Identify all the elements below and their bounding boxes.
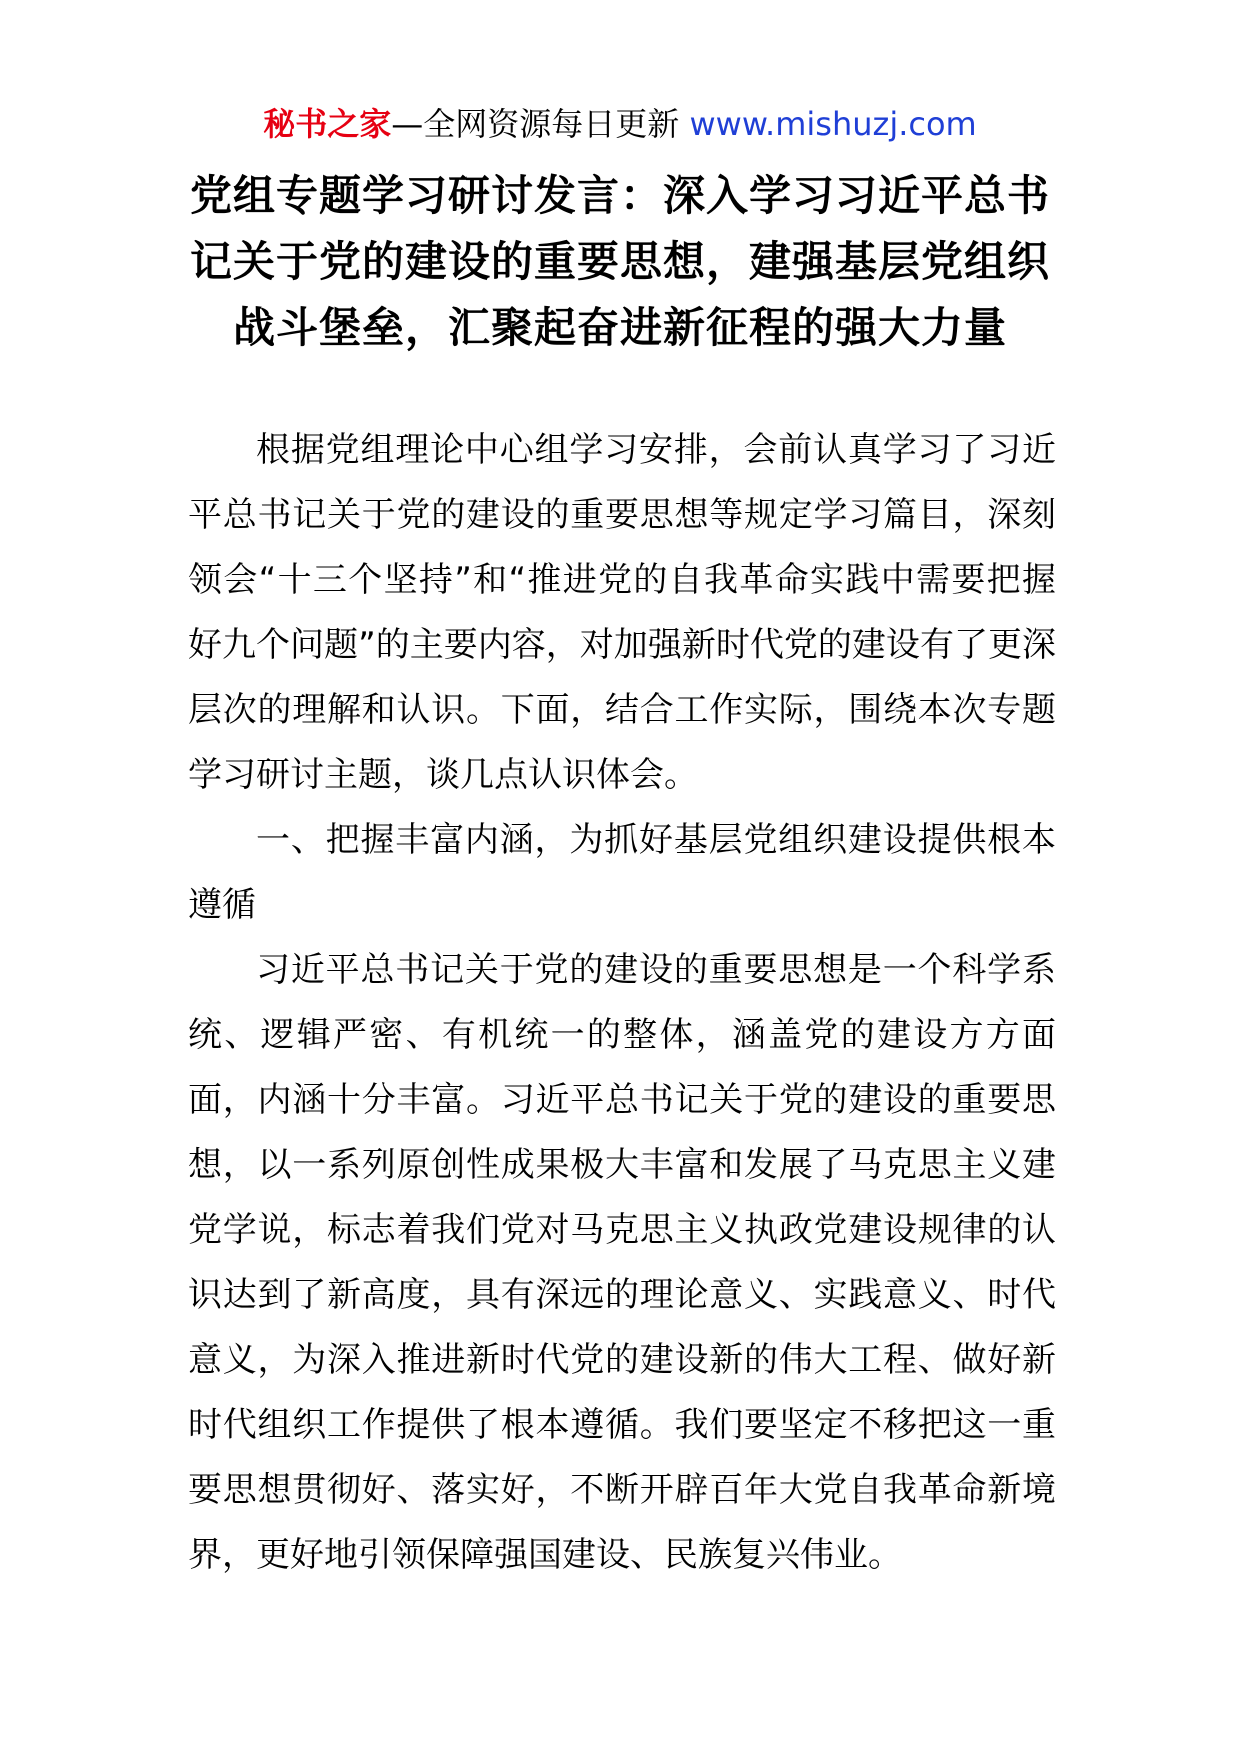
document-title: 党组专题学习研讨发言：深入学习习近平总书记关于党的建设的重要思想，建强基层党组织战斗堡垒，汇聚起奋进新征程的强大力量 (189, 171, 1050, 352)
site-tagline: —全网资源每日更新 (391, 105, 690, 143)
intro-paragraph: 根据党组理论中心组学习安排，会前认真学习了习近平总书记关于党的建设的重要思想等规定学习篇目，深刻领会“十三个坚持”和“推进党的自我革命实践中需要把握好九个问题”的主要内容，对加强新时代党的建设有了更深层次的理解和认识。下面，结合工作实际，围绕本次专题学习研讨主题，谈几点认识体会。 (188, 430, 1056, 795)
section-heading-1: 一、把握丰富内涵，为抓好基层党组织建设提供根本遵循 (188, 820, 1056, 925)
site-url-link[interactable]: www.mishuzj.com (689, 105, 977, 143)
document-body (188, 418, 1056, 1588)
section-1-paragraph: 习近平总书记关于党的建设的重要思想是一个科学系统、逻辑严密、有机统一的整体，涵盖党的建设方方面面，内涵十分丰富。习近平总书记关于党的建设的重要思想，以一系列原创性成果极大丰富和发展了马克思主义建党学说，标志着我们党对马克思主义执政党建设规律的认识达到了新高度，具有深远的理论意义、实践意义、时代意义，为深入推进新时代党的建设新的伟大工程、做好新时代组织工作提供了根本遵循。我们要坚定不移把这一重要思想贯彻好、落实好，不断开辟百年大党自我革命新境界，更好地引领保障强国建设、民族复兴伟业。 (188, 950, 1056, 1575)
site-brand: 秘书之家 (263, 105, 392, 143)
site-header (0, 100, 1240, 148)
